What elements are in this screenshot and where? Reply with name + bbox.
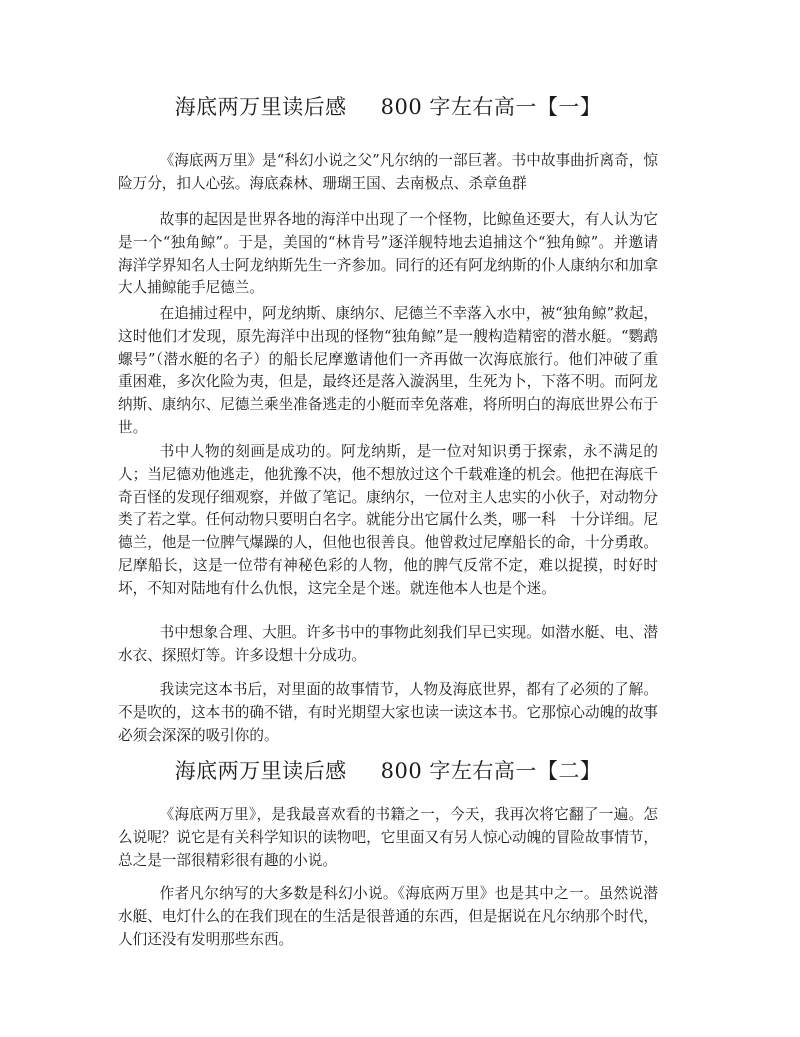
- paragraph: 《海底两万里》，是我最喜欢看的书籍之一，今天，我再次将它翻了一遍。怎么说呢？说它是有关科学知识的读物吧，它里面又有另人惊心动魄的冒险故事情节，总之是一部很精彩很有趣的小说。: [118, 806, 658, 869]
- paragraph: 作者凡尔纳写的大多数是科幻小说。《海底两万里》也是其中之一。虽然说潜水艇、电灯什么的在我们现在的生活是很普通的东西，但是据说在凡尔纳那个时代，人们还没有发明那些东西。: [118, 885, 658, 948]
- article-1-title-main: 海底两万里读后感: [174, 95, 347, 119]
- article-1: [118, 93, 658, 121]
- article-1-title-sub: 800 字左右高一【一】: [380, 95, 602, 119]
- article-2-paragraph-2: [118, 883, 658, 951]
- paragraph: 书中想象合理、大胆。许多书中的事物此刻我们早已实现。如潜水艇、电、潜水衣、探照灯等。许多设想十分成功。: [118, 624, 658, 664]
- article-1-paragraph-5: [118, 622, 658, 668]
- paragraph: 我读完这本书后，对里面的故事情节，人物及海底世界，都有了必须的了解。不是吹的，这本书的确不错，有时光期望大家也读一读这本书。它那惊心动魄的故事必须会深深的吸引你的。: [118, 681, 658, 744]
- article-2-title-sub: 800 字左右高一【二】: [380, 759, 602, 783]
- article-1-paragraph-4: [118, 441, 658, 601]
- article-2-title-main: 海底两万里读后感: [174, 759, 347, 783]
- article-2-title: [118, 757, 658, 785]
- paragraph: 故事的起因是世界各地的海洋中出现了一个怪物，比鲸鱼还要大，有人认为它是一个“独角鲸”。于是，美国的“林肯号”逐洋舰特地去追捕这个“独角鲸”。并邀请海洋学界知名人士阿龙纳斯先生一齐参加。同行的还有阿龙纳斯的仆人康纳尔和加拿大人捕鲸能手尼德兰。: [118, 211, 658, 297]
- article-1-paragraph-2: [118, 209, 658, 300]
- article-1-title: [118, 93, 658, 121]
- article-1-paragraph-3: [118, 303, 658, 440]
- paragraph: 书中人物的刻画是成功的。阿龙纳斯，是一位对知识勇于探索，永不满足的人；当尼德劝他逃走，他犹豫不决，他不想放过这个千载难逢的机会。他把在海底千奇百怪的发现仔细观察，并做了笔记。康纳尔，一位对主人忠实的小伙子，对动物分类了若之掌。任何动物只要明白名字。就能分出它属什么类，哪一科 十分详细。尼德兰，他是一位脾气爆躁的人，但他也很善良。他曾救过尼摩船长的命，十分勇敢。尼摩船长，这是一位带有神秘色彩的人物，他的脾气反常不定，难以捉摸，时好时坏，不知对陆地有什么仇恨，这完全是个迷。就连他本人也是个迷。: [118, 443, 658, 597]
- article-2: [118, 757, 658, 785]
- article-1-paragraph-6: [118, 679, 658, 747]
- paragraph: 《海底两万里》是“科幻小说之父”凡尔纳的一部巨著。书中故事曲折离奇，惊险万分，扣人心弦。海底森林、珊瑚王国、去南极点、杀章鱼群: [118, 152, 658, 192]
- paragraph: 在追捕过程中，阿龙纳斯、康纳尔、尼德兰不幸落入水中，被“独角鲸”救起，这时他们才发现，原先海洋中出现的怪物“独角鲸”是一艘构造精密的潜水艇。“鹦鹉螺号”（潜水艇的名子）的船长尼摩邀请他们一齐再做一次海底旅行。他们冲破了重重困难，多次化险为夷，但是，最终还是落入漩涡里，生死为卜，下落不明。而阿龙纳斯、康纳尔、尼德兰乘坐准备逃走的小艇而幸免落难，将所明白的海底世界公布于世。: [118, 305, 658, 436]
- article-1-paragraph-1: [118, 150, 658, 196]
- article-2-paragraph-1: [118, 804, 658, 872]
